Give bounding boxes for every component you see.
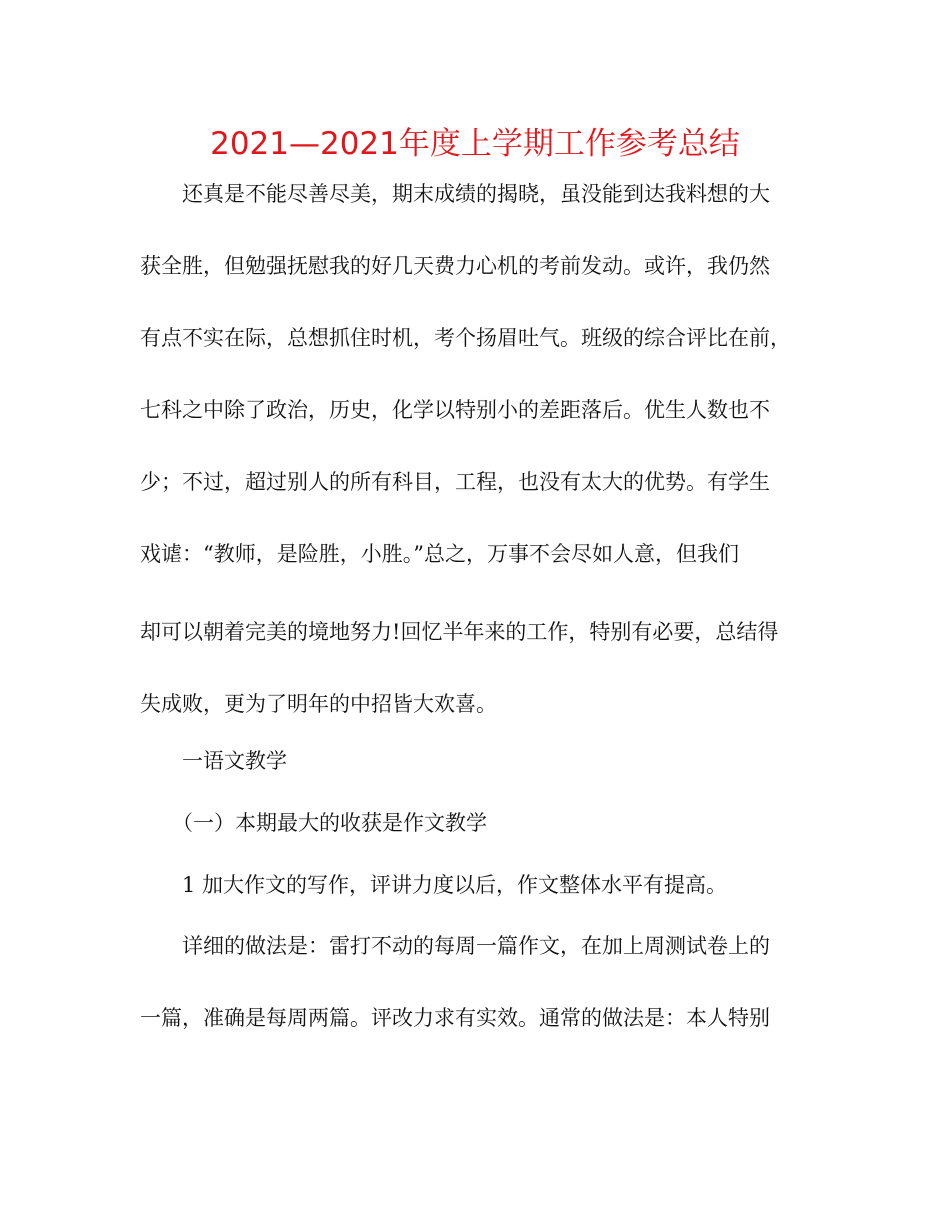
- numbered-item: 1 加大作文的写作，评讲力度以后，作文整体水平有提高。: [182, 873, 728, 897]
- subsection-heading: （一）本期最大的收获是作文教学: [172, 811, 487, 835]
- paragraph-line: 少；不过，超过别人的所有科目，工程，也没有太大的优势。有学生: [140, 470, 770, 494]
- paragraph-line: 七科之中除了政治，历史，化学以特别小的差距落后。优生人数也不: [140, 398, 770, 422]
- paragraph-line: 详细的做法是：雷打不动的每周一篇作文，在加上周测试卷上的: [182, 934, 770, 958]
- paragraph-line: 还真是不能尽善尽美，期末成绩的揭晓，虽没能到达我料想的大: [182, 182, 770, 206]
- paragraph-line: 一篇，准确是每周两篇。评改力求有实效。通常的做法是：本人特别: [140, 1006, 770, 1030]
- paragraph-line: 戏谑：“教师，是险胜，小胜。”总之，万事不会尽如人意，但我们: [140, 542, 739, 566]
- document-title: 2021—2021年度上学期工作参考总结: [210, 126, 740, 162]
- paragraph-line: 获全胜，但勉强抚慰我的好几天费力心机的考前发动。或许，我仍然: [140, 254, 770, 278]
- paragraph-line: 却可以朝着完美的境地努力!回忆半年来的工作，特别有必要，总结得: [140, 620, 779, 644]
- paragraph-line: 失成败，更为了明年的中招皆大欢喜。: [140, 692, 497, 716]
- section-heading: 一语文教学: [182, 749, 287, 773]
- paragraph-line: 有点不实在际，总想抓住时机，考个扬眉吐气。班级的综合评比在前，: [140, 326, 791, 350]
